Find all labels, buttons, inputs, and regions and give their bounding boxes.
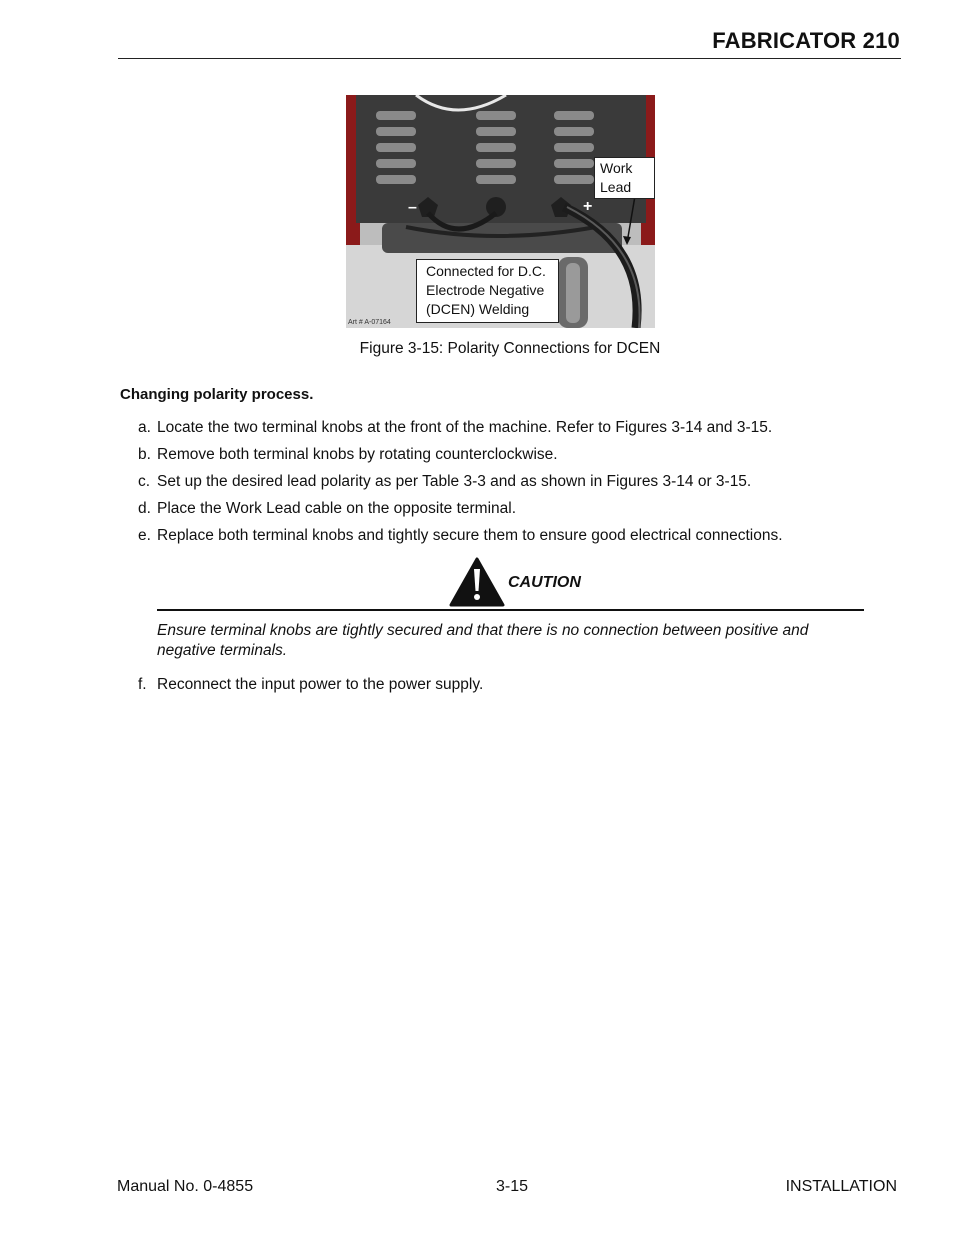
step-letter: a.: [138, 419, 151, 436]
caution-rule: [157, 609, 864, 611]
step-letter: b.: [138, 446, 151, 463]
callout-dcen: Connected for D.C. Electrode Negative (DCEN) Welding: [416, 259, 559, 323]
step-text: Reconnect the input power to the power supply.: [157, 676, 484, 693]
list-item: [138, 526, 898, 545]
caution-header: [449, 556, 581, 608]
step-text: Replace both terminal knobs and tightly secure them to ensure good electrical connections.: [157, 527, 783, 544]
step-text: Place the Work Lead cable on the opposite terminal.: [157, 500, 517, 517]
art-number: Art # A-07164: [348, 319, 391, 326]
list-item: [138, 418, 898, 437]
list-item: [138, 675, 898, 694]
list-item: [138, 499, 898, 518]
step-text: Remove both terminal knobs by rotating counterclockwise.: [157, 446, 558, 463]
step-text: Set up the desired lead polarity as per Table 3-3 and as shown in Figures 3-14 or 3-15.: [157, 473, 752, 490]
step-letter: d.: [138, 500, 151, 517]
list-item: [138, 445, 898, 464]
terminal-minus-label: –: [408, 199, 417, 216]
header-rule: [118, 58, 901, 59]
warning-icon: [449, 557, 505, 607]
footer-section: INSTALLATION: [785, 1178, 897, 1195]
section-heading: Changing polarity process.: [120, 386, 314, 403]
caution-text: Ensure terminal knobs are tightly secured and that there is no connection between positive and negative terminals.: [157, 622, 809, 659]
header-title: FABRICATOR 210: [712, 28, 900, 53]
step-letter: e.: [138, 527, 151, 544]
step-text: Locate the two terminal knobs at the front of the machine. Refer to Figures 3-14 and 3-15.: [157, 419, 773, 436]
footer-manual-number: Manual No. 0-4855: [117, 1178, 254, 1195]
caution-label: CAUTION: [508, 574, 581, 591]
step-letter: c.: [138, 473, 151, 490]
figure-caption: Figure 3-15: Polarity Connections for DCEN: [359, 340, 661, 357]
step-letter: f.: [138, 676, 147, 693]
steps-list: [138, 418, 898, 545]
terminal-plus-label: +: [583, 198, 593, 215]
figure-photo: [346, 95, 655, 328]
callout-work-lead: Work Lead: [594, 157, 655, 199]
list-item: [138, 472, 898, 491]
footer-page-number: 3-15: [496, 1178, 529, 1195]
